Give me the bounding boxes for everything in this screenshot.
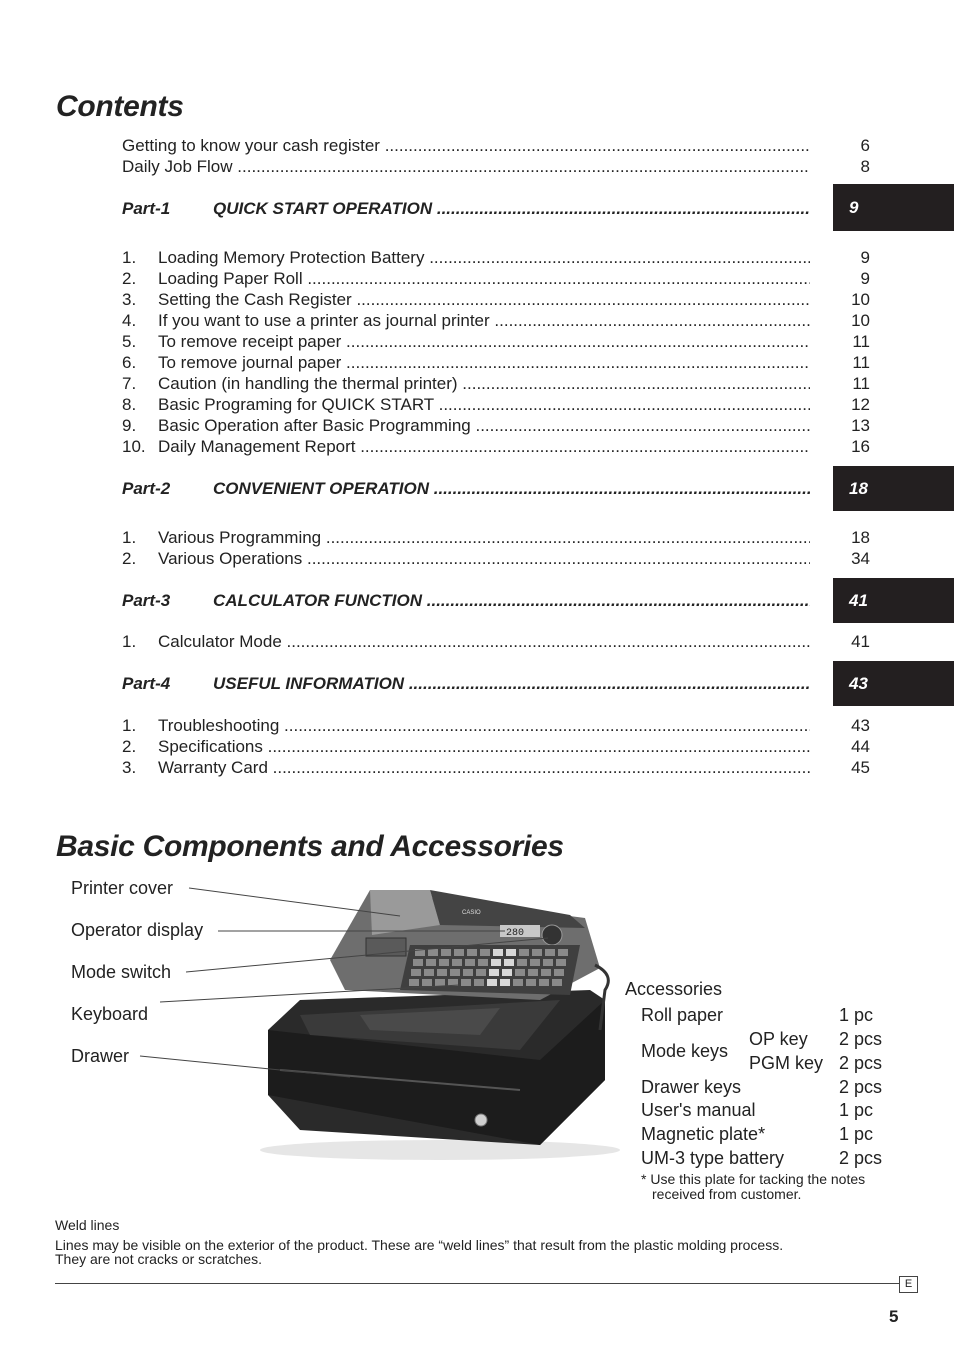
accessory-qty: 2 pcs [839, 1148, 883, 1168]
toc-entry-label: Basic Operation after Basic Programming [158, 416, 471, 435]
register-top-panel [430, 890, 585, 928]
toc-entry-label: Warranty Card [158, 758, 268, 777]
toc-page-number: 10 [851, 311, 870, 330]
toc-entry-label: Caution (in handling the thermal printer) [158, 374, 458, 393]
toc-entry-label: Calculator Mode [158, 632, 282, 651]
callout-mode-switch: Mode switch [71, 962, 172, 982]
key [409, 979, 419, 986]
toc-entry-number: 5. [122, 332, 137, 351]
callout-keyboard: Keyboard [71, 1004, 149, 1024]
accessory-name: User's manual [641, 1100, 756, 1120]
toc-entry-label: Various Operations [158, 549, 303, 568]
key [428, 949, 438, 956]
key [528, 969, 538, 976]
accessory-subitem: OP key [749, 1029, 808, 1049]
key [493, 949, 503, 956]
key [543, 959, 553, 966]
key [504, 959, 514, 966]
callout-printer-cover: Printer cover [71, 878, 174, 898]
key [422, 979, 432, 986]
toc-entry-number: 7. [122, 374, 137, 393]
toc-entry-number: 6. [122, 353, 137, 372]
toc-entry-number: 1. [122, 716, 137, 735]
part-title: USEFUL INFORMATION [213, 674, 405, 693]
contents-title: Contents [56, 90, 184, 123]
key [478, 959, 488, 966]
key [424, 969, 434, 976]
accessory-qty: 2 pcs [839, 1077, 883, 1097]
footnote-line: received from customer. [652, 1186, 802, 1202]
accessory-footnote [641, 1172, 931, 1202]
toc-page-number: 6 [860, 136, 870, 155]
accessory-name: Drawer keys [641, 1077, 742, 1097]
toc-page-number: 41 [851, 632, 870, 651]
key [413, 959, 423, 966]
toc-page-number: 9 [860, 248, 870, 267]
part-label: Part-3 [122, 591, 171, 610]
accessory-qty: 1 pc [839, 1124, 874, 1144]
callout-operator-display: Operator display [71, 920, 204, 940]
key [441, 949, 451, 956]
accessory-subitem: PGM key [749, 1053, 824, 1073]
key [491, 959, 501, 966]
key [467, 949, 477, 956]
language-marker: E [899, 1276, 918, 1293]
key [502, 969, 512, 976]
accessory-name: Mode keys [641, 1041, 729, 1061]
accessory-name: Roll paper [641, 1005, 724, 1025]
part-title: QUICK START OPERATION [213, 199, 433, 218]
toc-page-number: 34 [851, 549, 870, 568]
key [530, 959, 540, 966]
key [515, 969, 525, 976]
key [437, 969, 447, 976]
toc-entry-label: Loading Paper Roll [158, 269, 303, 288]
register-shadow [260, 1140, 620, 1160]
key [435, 979, 445, 986]
part-title: CONVENIENT OPERATION [213, 479, 429, 498]
toc-entry-label: Troubleshooting [158, 716, 280, 735]
key [558, 949, 568, 956]
components-title: Basic Components and Accessories [56, 830, 564, 863]
part-label: Part-4 [122, 674, 171, 693]
drawer-lock-icon [475, 1114, 487, 1126]
toc-page-number: 11 [852, 374, 870, 393]
toc-entry-label: If you want to use a printer as journal printer [158, 311, 490, 330]
part-tab-page: 41 [849, 590, 868, 610]
display-text: 280 [506, 928, 525, 939]
key [513, 979, 523, 986]
toc-entry-label: Various Programming [158, 528, 322, 547]
key [480, 949, 490, 956]
weld-title: Weld lines [55, 1217, 120, 1233]
toc-page-number: 44 [851, 737, 870, 756]
key [426, 959, 436, 966]
key [541, 969, 551, 976]
part-tab-page: 9 [849, 197, 859, 217]
toc-page-number: 18 [851, 528, 870, 547]
toc-entry-number: 3. [122, 290, 137, 309]
key [452, 959, 462, 966]
key [489, 969, 499, 976]
toc-page-number: 11 [852, 353, 870, 372]
key [519, 949, 529, 956]
accessory-qty: 1 pc [839, 1005, 874, 1025]
toc-entry-label: Loading Memory Protection Battery [158, 248, 425, 267]
toc-entry-number: 9. [122, 416, 137, 435]
key [474, 979, 484, 986]
key [539, 979, 549, 986]
toc-entry-label: To remove receipt paper [158, 332, 342, 351]
part-title: CALCULATOR FUNCTION [213, 591, 423, 610]
toc-entry-label: To remove journal paper [158, 353, 342, 372]
toc-page-number: 9 [860, 269, 870, 288]
part-tab-page: 43 [849, 673, 868, 693]
footnote-line: * Use this plate for tacking the notes [641, 1171, 866, 1187]
part-tab-page: 18 [849, 478, 868, 498]
toc-page-number: 16 [851, 437, 870, 456]
key [454, 949, 464, 956]
weld-text: They are not cracks or scratches. [55, 1251, 262, 1267]
toc-page-number: 11 [852, 332, 870, 351]
toc-page-number: 13 [851, 416, 870, 435]
weld-text: Lines may be visible on the exterior of the product. These are “weld lines” that result from the plastic molding process. [55, 1237, 784, 1253]
key [465, 959, 475, 966]
toc-entry-number: 1. [122, 528, 137, 547]
toc-entry-label: Basic Programing for QUICK START [158, 395, 434, 414]
key [439, 959, 449, 966]
toc-entry-number: 4. [122, 311, 137, 330]
toc-page-number: 8 [860, 157, 870, 176]
key [500, 979, 510, 986]
key [461, 979, 471, 986]
toc-entry-number: 2. [122, 549, 137, 568]
accessory-qty: 2 pcs [839, 1029, 883, 1049]
accessory-qty: 2 pcs [839, 1053, 883, 1073]
toc-entry-label: Daily Management Report [158, 437, 356, 456]
key [411, 969, 421, 976]
key [463, 969, 473, 976]
accessory-name: UM-3 type battery [641, 1148, 785, 1168]
toc-entry-number: 1. [122, 632, 137, 651]
key [506, 949, 516, 956]
toc-entry-label: Daily Job Flow [122, 157, 233, 176]
toc-entry-number: 3. [122, 758, 137, 777]
mode-switch [542, 925, 562, 945]
key [526, 979, 536, 986]
key [487, 979, 497, 986]
toc-page-number: 12 [851, 395, 870, 414]
footer-rule [55, 1283, 900, 1284]
toc-entry-number: 10. [122, 437, 146, 456]
toc-page-number: 45 [851, 758, 870, 777]
toc-entry-number: 2. [122, 269, 137, 288]
key [554, 969, 564, 976]
toc-entry-label: Getting to know your cash register [122, 136, 380, 155]
toc-entry-label: Setting the Cash Register [158, 290, 352, 309]
toc-page-number: 43 [851, 716, 870, 735]
key [532, 949, 542, 956]
accessory-qty: 1 pc [839, 1100, 874, 1120]
register-brand-text: CASIO [462, 910, 481, 916]
part-label: Part-2 [122, 479, 171, 498]
page-number: 5 [889, 1307, 899, 1326]
toc-entry-number: 2. [122, 737, 137, 756]
callout-drawer: Drawer [71, 1046, 130, 1066]
toc-page-number: 10 [851, 290, 870, 309]
accessory-name: Magnetic plate* [641, 1124, 766, 1144]
key [517, 959, 527, 966]
toc-entry-number: 1. [122, 248, 137, 267]
toc-entry-number: 8. [122, 395, 137, 414]
key [556, 959, 566, 966]
key [476, 969, 486, 976]
key [552, 979, 562, 986]
part-label: Part-1 [122, 199, 171, 218]
key [450, 969, 460, 976]
toc-entry-label: Specifications [158, 737, 263, 756]
key [545, 949, 555, 956]
accessories-title: Accessories [625, 979, 723, 999]
